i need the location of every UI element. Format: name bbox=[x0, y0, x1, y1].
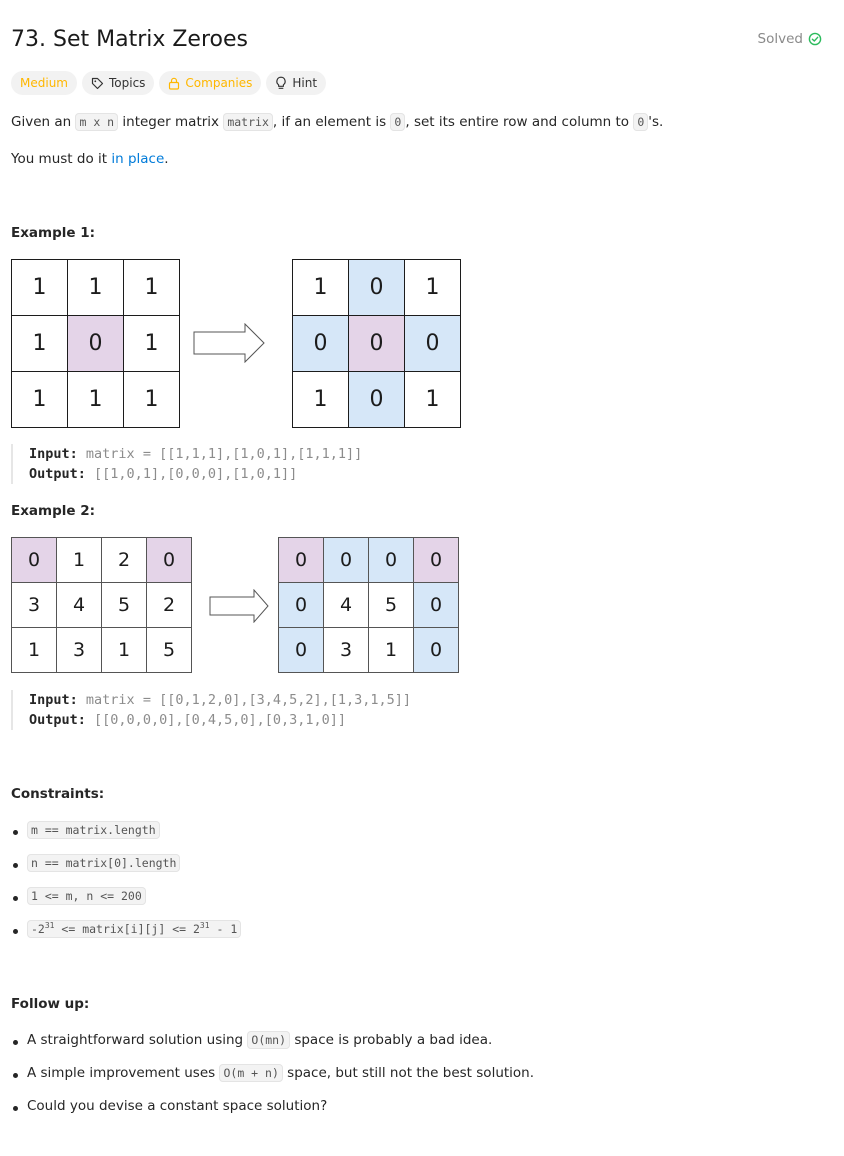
text: . bbox=[164, 151, 169, 167]
example-1-input-grid bbox=[11, 259, 180, 428]
text: space, but still not the best solution. bbox=[282, 1065, 535, 1081]
example-2-input-line bbox=[29, 690, 411, 710]
matrix-cell: 0 bbox=[324, 538, 369, 583]
input-value: matrix = [[1,1,1],[1,0,1],[1,1,1]] bbox=[85, 446, 363, 462]
matrix-cell: 0 bbox=[414, 538, 459, 583]
matrix-cell: 2 bbox=[147, 583, 192, 628]
list-item bbox=[11, 888, 241, 921]
matrix-row bbox=[279, 583, 459, 628]
inline-code: O(mn) bbox=[247, 1031, 290, 1049]
topics-label: Topics bbox=[108, 76, 146, 90]
matrix-cell: 4 bbox=[57, 583, 102, 628]
matrix-cell: 0 bbox=[293, 316, 349, 372]
example-2-io-block bbox=[11, 690, 411, 730]
companies-button[interactable] bbox=[159, 71, 261, 95]
matrix-cell: 1 bbox=[124, 260, 180, 316]
matrix-cell: 1 bbox=[12, 372, 68, 428]
matrix-row bbox=[293, 372, 461, 428]
list-item bbox=[11, 822, 241, 855]
list-item bbox=[11, 1098, 534, 1131]
output-label: Output: bbox=[29, 712, 86, 728]
matrix-cell: 0 bbox=[147, 538, 192, 583]
matrix-row bbox=[12, 372, 180, 428]
example-1-input-line bbox=[29, 444, 362, 464]
matrix-cell: 1 bbox=[68, 372, 124, 428]
text: space is probably a bad idea. bbox=[290, 1032, 493, 1048]
matrix-cell: 0 bbox=[12, 538, 57, 583]
example-2-output-grid bbox=[278, 537, 459, 673]
matrix-cell: 2 bbox=[102, 538, 147, 583]
matrix-cell: 1 bbox=[12, 316, 68, 372]
matrix-cell: 4 bbox=[324, 583, 369, 628]
topics-button[interactable] bbox=[82, 71, 154, 95]
matrix-cell: 0 bbox=[405, 316, 461, 372]
output-label: Output: bbox=[29, 466, 86, 482]
text: A straightforward solution using bbox=[27, 1032, 248, 1048]
output-value: [[0,0,0,0],[0,4,5,0],[0,3,1,0]] bbox=[94, 712, 347, 728]
matrix-cell: 0 bbox=[349, 316, 405, 372]
lock-icon bbox=[168, 77, 180, 90]
in-place-link[interactable]: in place bbox=[111, 151, 165, 167]
list-item bbox=[11, 1032, 534, 1065]
inline-code: 1 <= m, n <= 200 bbox=[27, 887, 146, 905]
difficulty-badge: Medium bbox=[11, 71, 77, 95]
matrix-cell: 1 bbox=[369, 628, 414, 673]
example-1-output-line bbox=[29, 464, 362, 484]
followup-heading: Follow up: bbox=[11, 996, 90, 1012]
example-2-output-line bbox=[29, 710, 411, 730]
companies-label: Companies bbox=[185, 76, 253, 90]
inline-code: m == matrix.length bbox=[27, 821, 160, 839]
text: You must do it bbox=[11, 151, 112, 167]
matrix-row bbox=[12, 538, 192, 583]
matrix-cell: 5 bbox=[102, 583, 147, 628]
matrix-cell: 3 bbox=[57, 628, 102, 673]
list-item bbox=[11, 921, 241, 954]
matrix-cell: 1 bbox=[124, 316, 180, 372]
matrix-row bbox=[279, 538, 459, 583]
matrix-cell: 3 bbox=[324, 628, 369, 673]
matrix-row bbox=[12, 583, 192, 628]
inline-code: 0 bbox=[633, 113, 648, 131]
example-1-heading: Example 1: bbox=[11, 225, 96, 241]
input-label: Input: bbox=[29, 446, 78, 462]
matrix-cell: 1 bbox=[405, 372, 461, 428]
superscript: 31 bbox=[44, 921, 55, 931]
inline-code: m x n bbox=[75, 113, 118, 131]
followup-list bbox=[11, 1032, 534, 1131]
description-paragraph-1 bbox=[11, 114, 663, 130]
example-1-output-grid bbox=[292, 259, 461, 428]
matrix-row bbox=[293, 316, 461, 372]
matrix-cell: 1 bbox=[68, 260, 124, 316]
inline-code: O(m + n) bbox=[219, 1064, 282, 1082]
matrix-cell: 1 bbox=[12, 628, 57, 673]
text: 's. bbox=[648, 114, 664, 130]
text: - 1 bbox=[209, 922, 238, 936]
text: Given an bbox=[11, 114, 76, 130]
arrow-right-icon bbox=[209, 589, 269, 627]
inline-code: matrix bbox=[223, 113, 273, 131]
matrix-cell: 0 bbox=[414, 583, 459, 628]
matrix-cell: 5 bbox=[147, 628, 192, 673]
constraints-heading: Constraints: bbox=[11, 786, 105, 802]
example-2-heading: Example 2: bbox=[11, 503, 96, 519]
matrix-row bbox=[12, 260, 180, 316]
text: , if an element is bbox=[272, 114, 391, 130]
constraints-list bbox=[11, 822, 241, 954]
inline-code: 0 bbox=[390, 113, 405, 131]
matrix-row bbox=[12, 316, 180, 372]
matrix-cell: 0 bbox=[349, 260, 405, 316]
text: , set its entire row and column to bbox=[405, 114, 634, 130]
matrix-cell: 1 bbox=[293, 372, 349, 428]
check-circle-icon bbox=[808, 32, 822, 46]
matrix-row bbox=[293, 260, 461, 316]
example-1-io-block bbox=[11, 444, 362, 484]
matrix-cell: 5 bbox=[369, 583, 414, 628]
input-value: matrix = [[0,1,2,0],[3,4,5,2],[1,3,1,5]] bbox=[85, 692, 412, 708]
hint-button[interactable] bbox=[266, 71, 326, 95]
matrix-cell: 1 bbox=[57, 538, 102, 583]
matrix-cell: 3 bbox=[12, 583, 57, 628]
problem-title: 73. Set Matrix Zeroes bbox=[11, 27, 248, 52]
matrix-row bbox=[12, 628, 192, 673]
description-paragraph-2 bbox=[11, 151, 169, 167]
inline-code bbox=[27, 920, 241, 938]
matrix-cell: 0 bbox=[68, 316, 124, 372]
input-label: Input: bbox=[29, 692, 78, 708]
matrix-cell: 1 bbox=[12, 260, 68, 316]
matrix-cell: 0 bbox=[369, 538, 414, 583]
matrix-cell: 1 bbox=[102, 628, 147, 673]
tag-bar bbox=[11, 71, 326, 95]
solved-status bbox=[758, 31, 822, 47]
list-item bbox=[11, 855, 241, 888]
text: integer matrix bbox=[118, 114, 224, 130]
matrix-cell: 1 bbox=[405, 260, 461, 316]
matrix-row bbox=[279, 628, 459, 673]
solved-label: Solved bbox=[757, 31, 803, 47]
text: -2 bbox=[31, 922, 45, 936]
text: Could you devise a constant space solution? bbox=[27, 1098, 328, 1114]
example-2-input-grid bbox=[11, 537, 192, 673]
list-item bbox=[11, 1065, 534, 1098]
hint-label: Hint bbox=[292, 76, 318, 90]
matrix-cell: 1 bbox=[124, 372, 180, 428]
matrix-cell: 0 bbox=[279, 628, 324, 673]
arrow-right-icon bbox=[193, 323, 265, 367]
lightbulb-icon bbox=[275, 76, 287, 90]
text: A simple improvement uses bbox=[27, 1065, 220, 1081]
matrix-cell: 0 bbox=[349, 372, 405, 428]
text: <= matrix[i][j] <= 2 bbox=[54, 922, 200, 936]
matrix-cell: 0 bbox=[279, 538, 324, 583]
matrix-cell: 0 bbox=[414, 628, 459, 673]
superscript: 31 bbox=[199, 921, 210, 931]
inline-code: n == matrix[0].length bbox=[27, 854, 180, 872]
output-value: [[1,0,1],[0,0,0],[1,0,1]] bbox=[94, 466, 298, 482]
matrix-cell: 1 bbox=[293, 260, 349, 316]
matrix-cell: 0 bbox=[279, 583, 324, 628]
tag-icon bbox=[91, 77, 104, 90]
